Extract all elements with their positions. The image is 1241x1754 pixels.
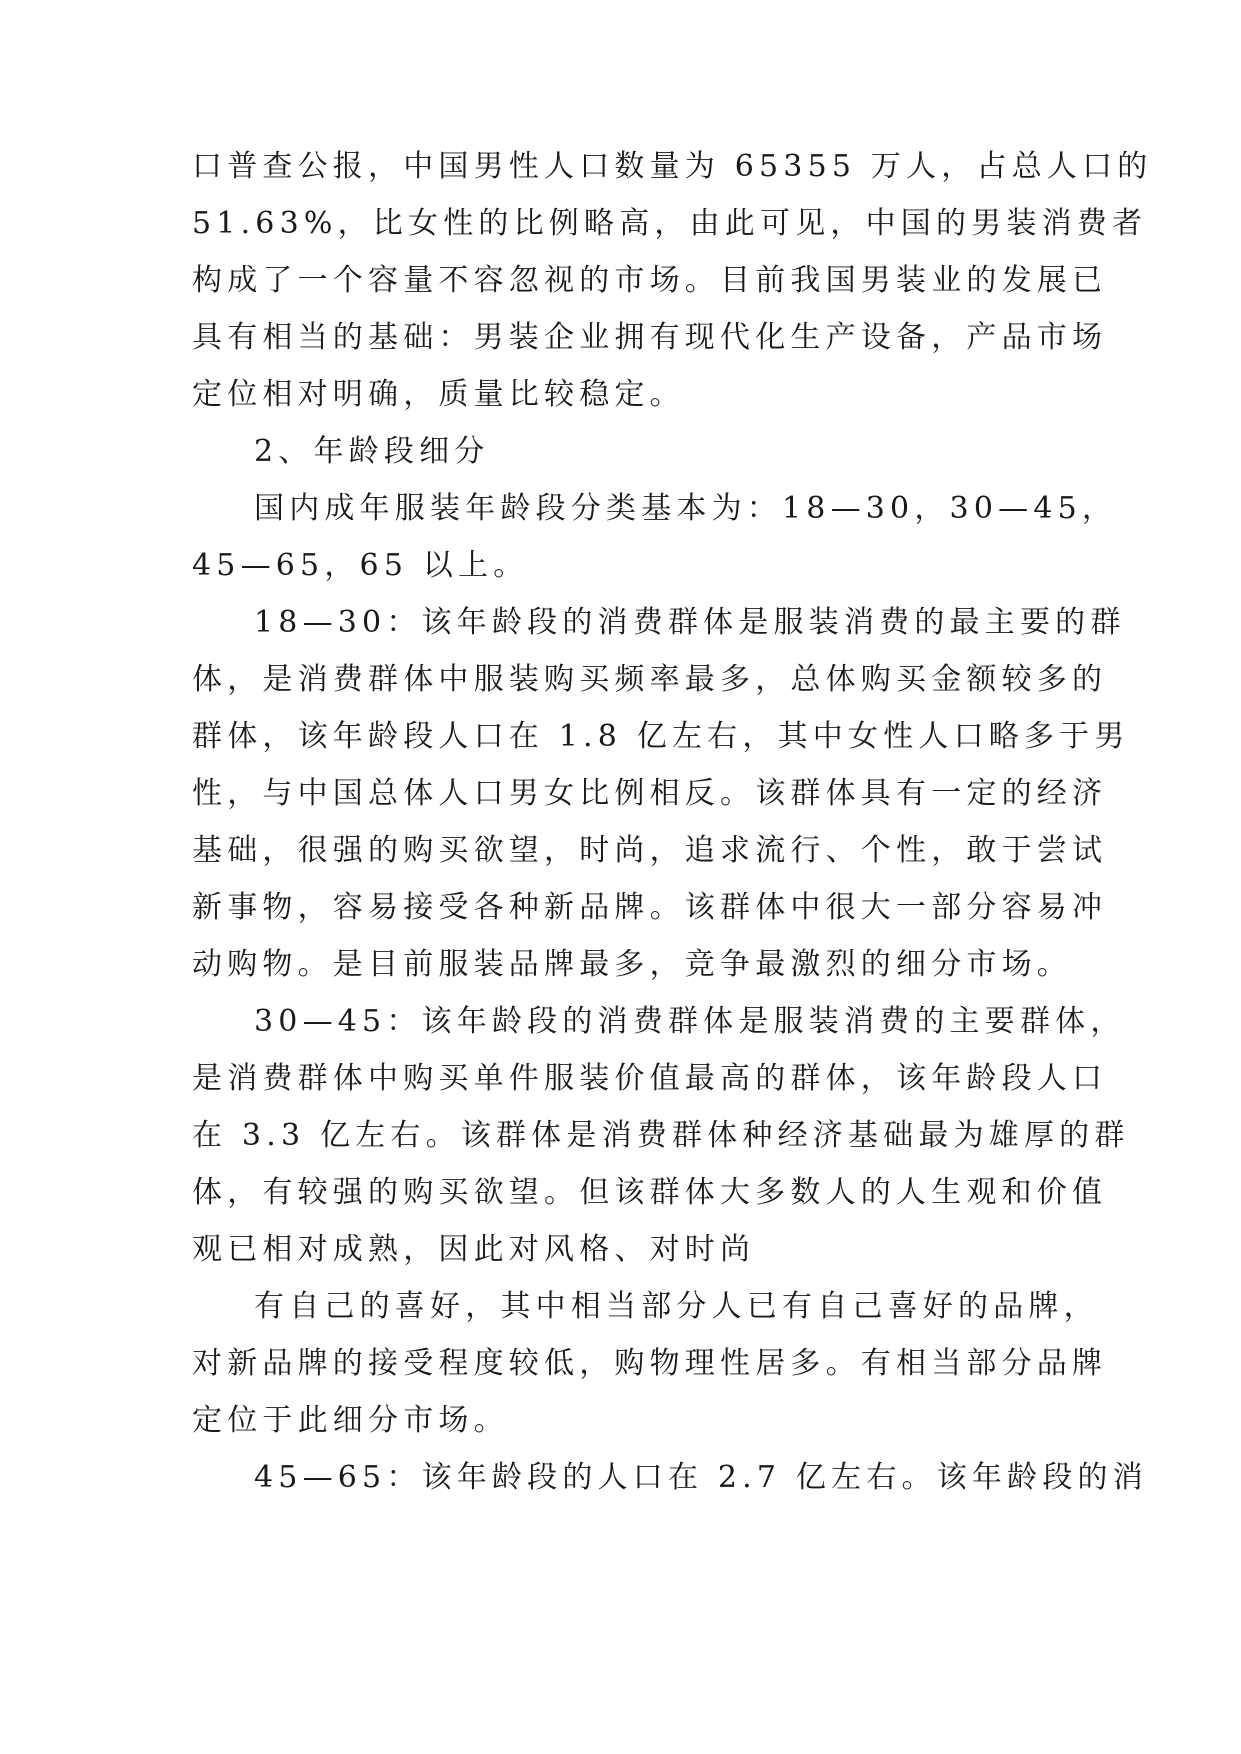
- text-line-15: 动购物。是目前服装品牌最多，竞争最激烈的细分市场。: [192, 947, 1072, 982]
- text-line-22: 对新品牌的接受程度较低，购物理性居多。有相当部分品牌: [192, 1346, 1108, 1381]
- text-line-13: 基础，很强的购买欲望，时尚，追求流行、个性，敢于尝试: [192, 833, 1108, 868]
- section-heading: 2、年龄段细分: [254, 434, 490, 469]
- text-line-10: 体，是消费群体中服装购买频率最多，总体购买金额较多的: [192, 662, 1108, 697]
- text-line-11: 群体，该年龄段人口在 1.8 亿左右，其中女性人口略多于男: [192, 719, 1130, 754]
- text-line-24: 45—65：该年龄段的人口在 2.7 亿左右。该年龄段的消: [254, 1460, 1148, 1495]
- text-line-16: 30—45：该年龄段的消费群体是服装消费的主要群体，: [254, 1004, 1126, 1039]
- text-line-1: 口普查公报，中国男性人口数量为 65355 万人，占总人口的: [192, 149, 1153, 184]
- text-line-8: 45—65，65 以上。: [192, 548, 529, 583]
- text-line-14: 新事物，容易接受各种新品牌。该群体中很大一部分容易冲: [192, 890, 1108, 925]
- text-line-2: 51.63%，比女性的比例略高，由此可见，中国的男装消费者: [192, 206, 1148, 241]
- text-line-9: 18—30：该年龄段的消费群体是服装消费的最主要的群: [254, 605, 1126, 640]
- text-line-17: 是消费群体中购买单件服装价值最高的群体，该年龄段人口: [192, 1061, 1108, 1096]
- text-line-5: 定位相对明确，质量比较稳定。: [192, 377, 685, 412]
- text-line-21: 有自己的喜好，其中相当部分人已有自己喜好的品牌，: [254, 1289, 1099, 1324]
- text-line-3: 构成了一个容量不容忽视的市场。目前我国男装业的发展已: [192, 263, 1108, 298]
- text-line-4: 具有相当的基础：男装企业拥有现代化生产设备，产品市场: [192, 320, 1108, 355]
- text-line-7: 国内成年服装年龄段分类基本为：18—30，30—45，: [254, 491, 1118, 526]
- text-line-19: 体，有较强的购买欲望。但该群体大多数人的人生观和价值: [192, 1175, 1108, 1210]
- text-line-23: 定位于此细分市场。: [192, 1403, 509, 1438]
- text-line-18: 在 3.3 亿左右。该群体是消费群体种经济基础最为雄厚的群: [192, 1118, 1130, 1153]
- text-line-12: 性，与中国总体人口男女比例相反。该群体具有一定的经济: [192, 776, 1108, 811]
- text-line-20: 观已相对成熟，因此对风格、对时尚: [192, 1232, 756, 1267]
